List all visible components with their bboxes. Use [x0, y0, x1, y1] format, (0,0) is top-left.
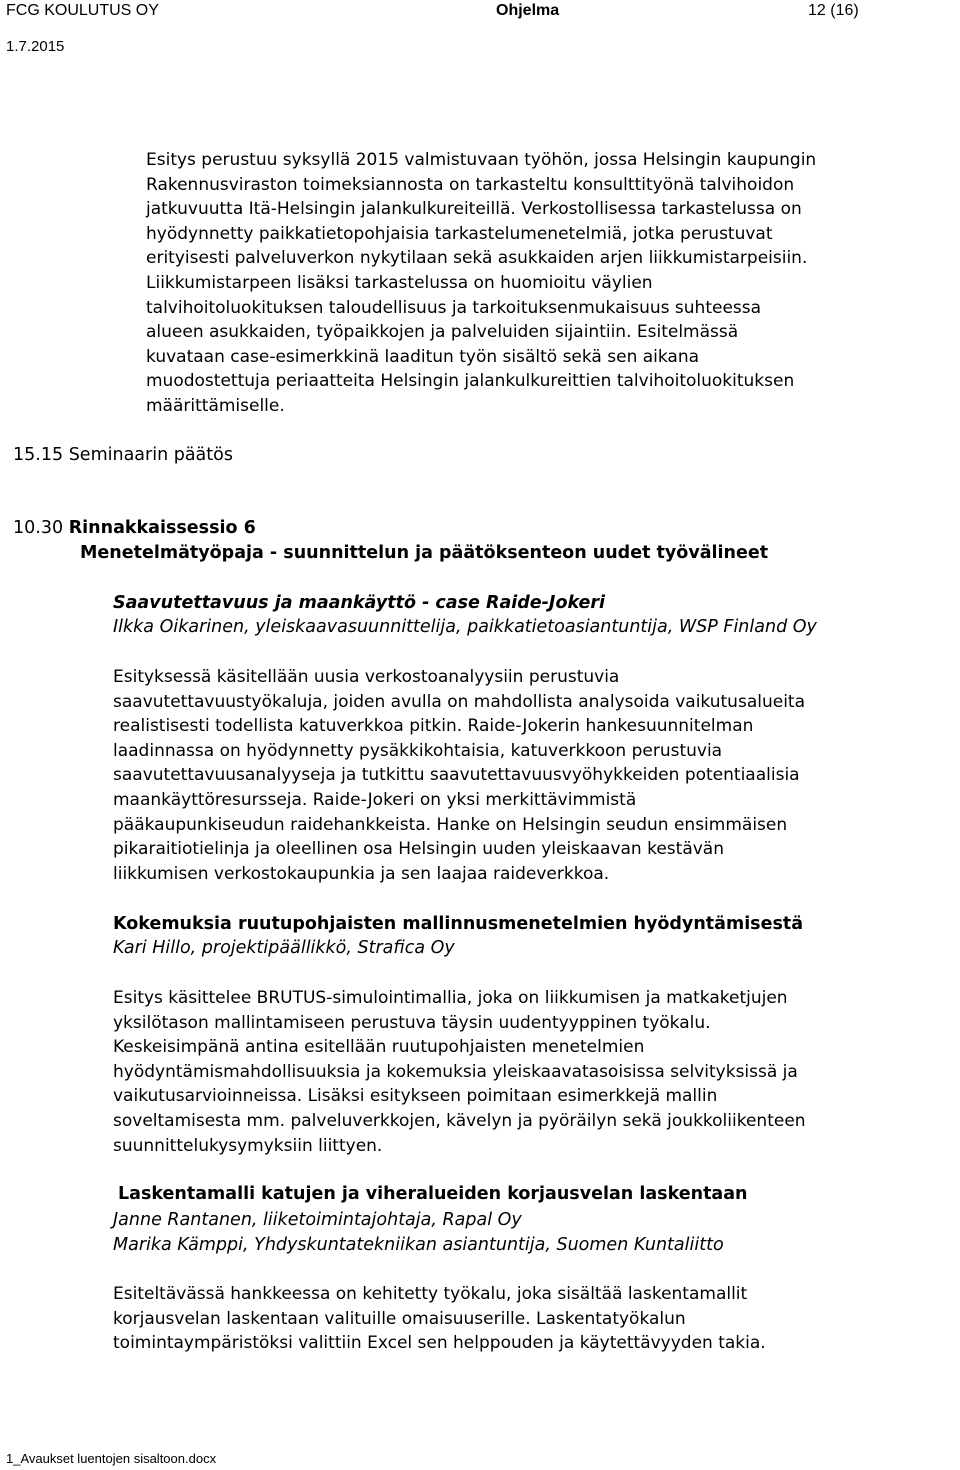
header-date: 1.7.2015 — [6, 38, 65, 55]
talk-line: Esiteltävässä hankkeessa on kehitetty työkalu, joka sisältää laskentamallit — [113, 1284, 748, 1304]
closing-time: 15.15 — [13, 445, 64, 465]
talk-speaker: Kari Hillo, projektipäällikkö, Strafica Oy — [113, 938, 455, 958]
intro-line: hyödynnetty paikkatietopohjaisia tarkastelumenetelmiä, jotka perustuvat — [146, 223, 773, 244]
intro-line: erityisesti palveluverkon nykytilaan sekä asukkaiden arjen liikkumistarpeisiin. — [146, 248, 808, 269]
talk-line: soveltamisesta mm. palveluverkkojen, kävelyn ja pyöräilyn sekä joukkoliikenteen — [113, 1110, 806, 1131]
header-page-number: 12 (16) — [808, 2, 859, 19]
talk-line: vaikutusarvioinneissa. Lisäksi esitykseen poimitaan esimerkkejä mallin — [113, 1086, 718, 1107]
footer-filename: 1_Avaukset luentojen sisaltoon.docx — [6, 1451, 217, 1466]
talk-line: Esityksessä käsitellään uusia verkostoanalyysiin perustuvia — [113, 667, 620, 687]
header-org: FCG KOULUTUS OY — [6, 2, 159, 19]
talk-speaker: Ilkka Oikarinen, yleiskaavasuunnittelija, paikkatietoasiantuntija, WSP Finland Oy — [113, 617, 817, 637]
intro-line: muodostettuja periaatteita Helsingin jalankulkureittien talvihoitoluokituksen — [146, 371, 795, 392]
talk-line: maankäyttöresursseja. Raide-Jokeri on yksi merkittävimmistä — [113, 789, 637, 810]
talk-speaker: Marika Kämppi, Yhdyskuntatekniikan asiantuntija, Suomen Kuntaliitto — [113, 1235, 724, 1255]
intro-line: Esitys perustuu syksyllä 2015 valmistuvaan työhön, jossa Helsingin kaupungin — [146, 150, 817, 170]
talk-title: Laskentamalli katujen ja viheralueiden korjausvelan laskentaan — [118, 1184, 748, 1204]
talk-line: Keskeisimpänä antina esitellään ruutupohjaisten menetelmien — [113, 1037, 645, 1058]
talk-line: korjausvelan laskentaan valituille omaisuuserille. Laskentatyökalun — [113, 1308, 686, 1329]
intro-paragraph — [146, 148, 816, 419]
talk-line: Esitys käsittelee BRUTUS-simulointimallia, joka on liikkumisen ja matkaketjujen — [113, 988, 788, 1008]
session-title: Rinnakkaissessio 6 — [68, 518, 256, 538]
talk-line: saavutettavuustyökaluja, joiden avulla on mahdollista analysoida vaikutusalueita — [113, 691, 805, 712]
talk-line: yksilötason mallintamiseen perustuva täysin uudentyyppinen työkalu. — [113, 1012, 711, 1033]
header-title: Ohjelma — [496, 2, 560, 19]
intro-line: talvihoitoluokituksen taloudellisuus ja tarkoituksenmukaisuus suhteessa — [146, 297, 762, 318]
talk-line: suunnittelukysymyksiin liittyen. — [113, 1135, 383, 1156]
intro-line: Liikkumistarpeen lisäksi tarkastelussa on huomioitu väylien — [146, 272, 653, 293]
talk-line: hyödyntämismahdollisuuksia ja kokemuksia yleiskaavatasoisissa selvityksissä ja — [113, 1061, 798, 1082]
intro-line: kuvataan case-esimerkkinä laaditun työn sisältö sekä sen aikana — [146, 346, 700, 367]
talk-title: Saavutettavuus ja maankäyttö - case Raide-Jokeri — [113, 593, 605, 613]
talk-description — [113, 1282, 766, 1356]
talk-line: pääkaupunkiseudun raidehankkeista. Hanke on Helsingin seudun ensimmäisen — [113, 814, 788, 835]
session-subtitle: Menetelmätyöpaja - suunnittelun ja päätöksenteon uudet työvälineet — [80, 543, 769, 563]
session-time: 10.30 — [13, 518, 64, 538]
talk-description — [113, 665, 805, 886]
talk-line: saavutettavuusanalyyseja ja tutkittu saavutettavuusvyöhykkeiden potentiaalisia — [113, 765, 800, 786]
closing-label: Seminaarin päätös — [68, 445, 233, 465]
talk-speaker: Janne Rantanen, liiketoimintajohtaja, Rapal Oy — [113, 1210, 522, 1230]
talk-line: realistisesti todellista katuverkkoa pitkin. Raide-Jokerin hankesuunnitelman — [113, 716, 754, 737]
talk-line: laadinnassa on hyödynnetty pysäkkikohtaisia, katuverkkoon perustuvia — [113, 740, 723, 761]
talk-description — [113, 986, 806, 1158]
talk-line: liikkumisen verkostokaupunkia ja sen laajaa raideverkkoa. — [113, 863, 610, 884]
intro-line: määrittämiselle. — [146, 395, 285, 416]
intro-line: alueen asukkaiden, työpaikkojen ja palveluiden sijaintiin. Esitelmässä — [146, 322, 739, 343]
session-heading — [13, 516, 256, 541]
talk-line: toimintaympäristöksi valittiin Excel sen helppouden ja käytettävyyden takia. — [113, 1333, 766, 1354]
intro-line: jatkuvuutta Itä-Helsingin jalankulkureiteillä. Verkostollisessa tarkastelussa on — [146, 199, 802, 220]
closing-item — [13, 443, 233, 468]
talk-title: Kokemuksia ruutupohjaisten mallinnusmenetelmien hyödyntämisestä — [113, 914, 804, 934]
talk-line: pikaraitiotielinja ja oleellinen osa Helsingin uuden yleiskaavan kestävän — [113, 839, 724, 860]
intro-line: Rakennusviraston toimeksiannosta on tarkasteltu konsulttityönä talvihoidon — [146, 174, 795, 195]
